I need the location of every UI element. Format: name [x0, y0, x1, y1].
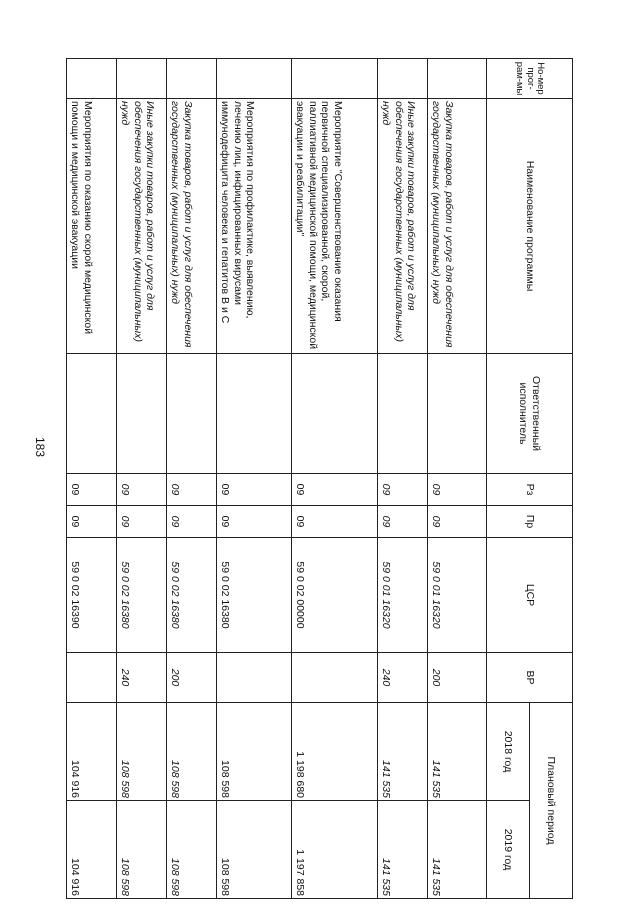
cell-csr: 59 0 02 16380	[167, 538, 217, 653]
header-year-2019: 2019 год	[487, 801, 530, 899]
cell-2018: 1 198 680	[292, 703, 378, 801]
cell-2018: 108 598	[167, 703, 217, 801]
cell-executor	[292, 354, 378, 474]
header-rz: Рз	[487, 474, 573, 506]
cell-executor	[117, 354, 167, 474]
cell-2019: 1 197 858	[292, 801, 378, 899]
cell-2018: 141 535	[428, 703, 487, 801]
cell-program-number	[378, 59, 428, 99]
cell-rz: 09	[217, 474, 292, 506]
cell-rz: 09	[292, 474, 378, 506]
cell-csr: 59 0 01 16320	[378, 538, 428, 653]
cell-rz: 09	[428, 474, 487, 506]
cell-vr	[67, 653, 117, 703]
cell-pr: 09	[378, 506, 428, 538]
header-csr: ЦСР	[487, 538, 573, 653]
table-header	[487, 59, 573, 899]
rotated-table-container	[18, 58, 573, 898]
cell-executor	[67, 354, 117, 474]
cell-csr: 59 0 02 16380	[217, 538, 292, 653]
table-row	[378, 59, 428, 899]
cell-2018: 104 916	[67, 703, 117, 801]
cell-program-number	[428, 59, 487, 99]
cell-2018: 108 598	[117, 703, 167, 801]
header-executor: Ответственный исполнитель	[487, 354, 573, 474]
cell-executor	[428, 354, 487, 474]
cell-vr: 240	[117, 653, 167, 703]
cell-2019: 104 916	[67, 801, 117, 899]
cell-2019: 108 598	[217, 801, 292, 899]
page-number: 183	[33, 436, 47, 458]
cell-csr: 59 0 02 00000	[292, 538, 378, 653]
cell-program-name: Иные закупки товаров, работ и услуг для обеспечения государственных (муниципальных) нужд	[378, 99, 428, 354]
cell-pr: 09	[167, 506, 217, 538]
cell-2019: 141 535	[378, 801, 428, 899]
cell-rz: 09	[67, 474, 117, 506]
table-row	[217, 59, 292, 899]
cell-program-name: Мероприятие "Совершенствование оказания первичной специализированной, скорой, паллиативной медицинской помощи, медицинской эвакуации и реабилитации"	[292, 99, 378, 354]
cell-program-number	[167, 59, 217, 99]
cell-2019: 141 535	[428, 801, 487, 899]
header-vr: ВР	[487, 653, 573, 703]
cell-csr: 59 0 02 16390	[67, 538, 117, 653]
cell-pr: 09	[217, 506, 292, 538]
header-year-2018: 2018 год	[487, 703, 530, 801]
cell-rz: 09	[378, 474, 428, 506]
cell-executor	[378, 354, 428, 474]
cell-program-number	[117, 59, 167, 99]
cell-executor	[217, 354, 292, 474]
cell-pr: 09	[292, 506, 378, 538]
cell-2018: 141 535	[378, 703, 428, 801]
table-row	[167, 59, 217, 899]
cell-program-name: Мероприятия по оказанию скорой медицинской помощи и медицинской эвакуации	[67, 99, 117, 354]
budget-table	[66, 58, 573, 899]
cell-rz: 09	[167, 474, 217, 506]
table-row	[117, 59, 167, 899]
cell-program-name: Мероприятия по профилактике, выявлению, лечению лиц, инфицированных вирусами иммунодефицита человека и гепатитов В и С	[217, 99, 292, 354]
cell-vr	[217, 653, 292, 703]
cell-program-number	[67, 59, 117, 99]
cell-rz: 09	[117, 474, 167, 506]
table-row	[292, 59, 378, 899]
cell-program-name: Закупка товаров, работ и услуг для обеспечения государственных (муниципальных) нужд	[428, 99, 487, 354]
cell-2018: 108 598	[217, 703, 292, 801]
cell-pr: 09	[117, 506, 167, 538]
cell-pr: 09	[67, 506, 117, 538]
header-planned-period: Плановый период	[530, 703, 573, 899]
cell-program-number	[217, 59, 292, 99]
table-body	[67, 59, 487, 899]
cell-executor	[167, 354, 217, 474]
cell-2019: 108 598	[167, 801, 217, 899]
cell-csr: 59 0 02 16380	[117, 538, 167, 653]
table-row	[67, 59, 117, 899]
cell-vr: 240	[378, 653, 428, 703]
header-pr: Пр	[487, 506, 573, 538]
header-program-name: Наименование программы	[487, 99, 573, 354]
cell-program-name: Закупка товаров, работ и услуг для обеспечения государственных (муниципальных) нужд	[167, 99, 217, 354]
cell-pr: 09	[428, 506, 487, 538]
cell-program-number	[292, 59, 378, 99]
cell-csr: 59 0 01 16320	[428, 538, 487, 653]
cell-2019: 108 598	[117, 801, 167, 899]
cell-vr: 200	[167, 653, 217, 703]
cell-program-name: Иные закупки товаров, работ и услуг для обеспечения государственных (муниципальных) нужд	[117, 99, 167, 354]
header-program-number: Но-мер прог-рам-мы	[487, 59, 573, 99]
cell-vr: 200	[428, 653, 487, 703]
cell-vr	[292, 653, 378, 703]
table-row	[428, 59, 487, 899]
